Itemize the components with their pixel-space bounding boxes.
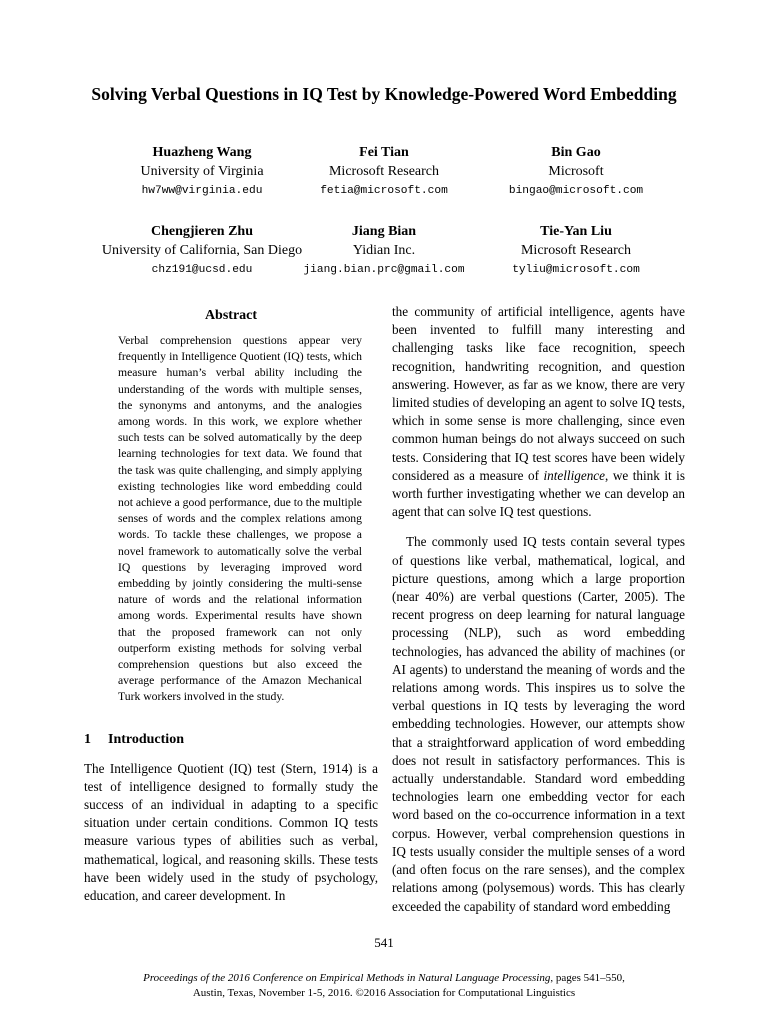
section-title: Introduction <box>108 731 184 747</box>
author-block <box>104 143 300 201</box>
author-name: Tie-Yan Liu <box>540 224 612 239</box>
footer-line-2: Austin, Texas, November 1-5, 2016. ©2016 Association for Computational Linguistics <box>192 987 576 999</box>
right-column <box>392 303 685 916</box>
author-name: Bin Gao <box>551 145 601 160</box>
page-footer <box>84 971 684 1001</box>
author-block <box>478 222 674 280</box>
author-email: tyliu@microsoft.com <box>512 264 640 276</box>
author-block <box>286 143 482 201</box>
footer-pages: , pages 541–550, <box>550 972 625 984</box>
author-affiliation: Microsoft Research <box>520 243 632 258</box>
author-affiliation: University of California, San Diego <box>101 243 303 258</box>
author-name: Fei Tian <box>359 145 409 160</box>
footer-venue: Proceedings of the 2016 Conference on Empirical Methods in Natural Language Processing <box>143 972 551 984</box>
right-paragraph-1 <box>392 303 685 521</box>
abstract-heading: Abstract <box>204 308 258 323</box>
right-paragraph-2: The commonly used IQ tests contain several types of questions like verbal, mathematical, logical, and picture questions, among which a large proportion (near 40%) are verbal questions (Carter, 2005). The recent progress on deep learning for natural language processing (NLP), such as word embedding technologies, has advanced the ability of machines (or AI agents) to understand the meaning of words and the relations among words. This inspires us to solve the verbal questions in IQ tests by leveraging the word embedding technologies. However, our attempts show that a straightforward application of word embedding does not result in satisfactory performances. This is actually understandable. Standard word embedding technologies learn one embedding vector for each word based on the co-occurrence information in a text corpus. However, verbal comprehension questions in IQ tests usually consider the multiple senses of a word (and often focus on the rare senses), and the complex relations among (polysemous) words. This has clearly exceeded the capability of standard word embedding <box>392 534 685 914</box>
paper-title: Solving Verbal Questions in IQ Test by Knowledge-Powered Word Embedding <box>91 84 677 104</box>
author-name: Jiang Bian <box>351 224 417 239</box>
author-affiliation: Microsoft <box>548 164 604 179</box>
author-email: bingao@microsoft.com <box>508 185 644 197</box>
author-block <box>478 143 674 201</box>
author-name: Chengjieren Zhu <box>150 224 254 239</box>
paragraph-text: , we think it is worth further investigating whether we can develop an agent that can solve IQ test questions. <box>392 467 685 520</box>
section-number: 1 <box>84 731 91 747</box>
footer-line-1 <box>84 971 684 986</box>
italic-term: intelligence <box>543 467 605 483</box>
author-email: fetia@microsoft.com <box>320 185 448 197</box>
paragraph-text: the community of artificial intelligence, agents have been invented to fulfill many interesting and challenging tasks like face recognition, speech recognition, handwriting recognition, and question answering. However, as far as we know, there are very limited studies of developing an agent to solve IQ tests, which in some sense is more challenging, since even common human beings do not always succeed on such tests. Considering that IQ test scores have been widely considered as a measure of <box>392 304 686 483</box>
author-affiliation: University of Virginia <box>140 164 264 179</box>
authors-row-1 <box>0 143 768 203</box>
intro-paragraph: The Intelligence Quotient (IQ) test (Stern, 1914) is a test of intelligence designed to formally study the success of an individual in adapting to a specific situation under certain conditions. Common IQ tests measure various types of abilities such as verbal, mathematical, logical, and reasoning skills. These tests have been widely used in the study of psychology, education, and career development. In <box>84 760 378 904</box>
author-affiliation: Yidian Inc. <box>352 243 416 258</box>
abstract-text: Verbal comprehension questions appear very frequently in Intelligence Quotient (IQ) tests, which measure human’s verbal ability including the understanding of the words with multiple senses, the synonyms and antonyms, and the analogies among words. In this work, we explore whether such tests can be solved automatically by the deep learning technologies for text data. We found that the task was quite challenging, and simply applying existing technologies like word embedding could not achieve a good performance, due to the multiple senses of words and the complex relations among words. To tackle these challenges, we propose a novel framework to automatically solve the verbal IQ questions by leveraging improved word embedding by jointly considering the multi-sense nature of words and the relational information among words. Experimental results have shown that the proposed framework can not only outperform existing methods for solving verbal comprehension questions but also exceed the average performance of the Amazon Mechanical Turk workers involved in the study. <box>118 334 362 704</box>
author-affiliation: Microsoft Research <box>328 164 440 179</box>
authors-row-2 <box>0 222 768 282</box>
author-email: jiang.bian.prc@gmail.com <box>303 264 465 276</box>
page-number: 541 <box>374 935 394 950</box>
author-name: Huazheng Wang <box>152 145 252 160</box>
author-email: chz191@ucsd.edu <box>151 264 253 276</box>
author-email: hw7ww@virginia.edu <box>141 185 263 197</box>
section-heading-introduction <box>84 730 378 750</box>
left-column <box>84 306 378 905</box>
author-block <box>284 222 484 280</box>
